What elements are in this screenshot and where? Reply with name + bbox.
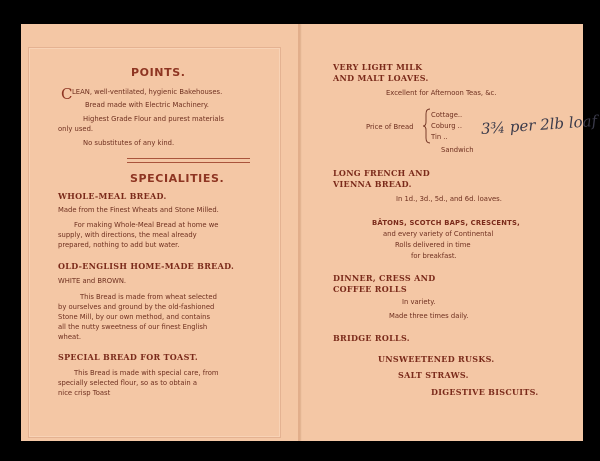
milk-heading-2: AND MALT LOAVES. xyxy=(333,73,429,83)
salt-straws: SALT STRAWS. xyxy=(398,370,469,380)
french-note: In 1d., 3d., 5d., and 6d. loaves. xyxy=(396,195,502,203)
milk-note: Excellent for Afternoon Teas, &c. xyxy=(386,89,497,97)
toast-p1: This Bread is made with special care, from xyxy=(74,369,219,377)
dinner-heading-2: COFFEE ROLLS xyxy=(333,284,407,294)
batons-line-3: Rolls delivered in time xyxy=(395,241,471,249)
oldenglish-p4: all the nutty sweetness of our finest English xyxy=(58,323,208,331)
french-heading-1: LONG FRENCH AND xyxy=(333,168,430,178)
french-heading-2: VIENNA BREAD. xyxy=(333,179,412,189)
toast-heading: SPECIAL BREAD FOR TOAST. xyxy=(58,352,198,362)
handwritten-price-note: 3¾ per 2lb loaf xyxy=(480,111,598,138)
dinner-note-2: Made three times daily. xyxy=(389,312,469,320)
wholemeal-p3: prepared, nothing to add but water. xyxy=(58,241,180,249)
wholemeal-heading: WHOLE-MEAL BREAD. xyxy=(58,191,167,201)
points-dropcap: C xyxy=(61,85,73,103)
oldenglish-p5: wheat. xyxy=(58,333,82,341)
oldenglish-p3: Stone Mill, by our own method, and contains xyxy=(58,313,211,321)
points-line-3a: Highest Grade Flour and purest materials xyxy=(83,115,224,123)
batons-line-4: for breakfast. xyxy=(411,252,457,260)
price-item-tin: Tin .. xyxy=(431,133,448,141)
digestive-biscuits: DIGESTIVE BISCUITS. xyxy=(431,387,539,397)
oldenglish-sub: WHITE and BROWN. xyxy=(58,277,127,285)
oldenglish-p1: This Bread is made from wheat selected xyxy=(80,293,217,301)
points-title: POINTS. xyxy=(131,66,186,79)
batons-line-2: and every variety of Continental xyxy=(383,230,494,238)
bridge-rolls: BRIDGE ROLLS. xyxy=(333,333,410,343)
toast-p3: nice crisp Toast xyxy=(58,389,111,397)
card-fold xyxy=(298,24,300,441)
milk-heading-1: VERY LIGHT MILK xyxy=(333,62,423,72)
menu-card xyxy=(21,24,598,441)
batons-line-1: BÂTONS, SCOTCH BAPS, CRESCENTS, xyxy=(372,219,520,227)
points-line-3b: only used. xyxy=(58,125,94,133)
points-line-2: Bread made with Electric Machinery. xyxy=(85,101,209,109)
section-divider xyxy=(127,158,250,163)
price-item-coburg: Coburg .. xyxy=(431,122,462,130)
price-item-cottage: Cottage.. xyxy=(431,111,463,119)
price-brace-icon xyxy=(423,108,431,144)
wholemeal-p2: supply, with directions, the meal already xyxy=(58,231,197,239)
unsweetened-rusks: UNSWEETENED RUSKS. xyxy=(378,354,495,364)
dinner-note-1: In variety. xyxy=(402,298,436,306)
points-line-4: No substitutes of any kind. xyxy=(83,139,175,147)
sandwich-label: Sandwich xyxy=(441,146,474,154)
points-line-1: LEAN, well-ventilated, hygienic Bakehouses. xyxy=(72,88,223,96)
wholemeal-sub: Made from the Finest Wheats and Stone Milled. xyxy=(58,206,219,214)
toast-p2: specially selected flour, so as to obtain a xyxy=(58,379,198,387)
dinner-heading-1: DINNER, CRESS AND xyxy=(333,273,436,283)
price-label: Price of Bread xyxy=(366,123,414,131)
wholemeal-p1: For making Whole-Meal Bread at home we xyxy=(74,221,219,229)
oldenglish-p2: by ourselves and ground by the old-fashioned xyxy=(58,303,215,311)
specialities-title: SPECIALITIES. xyxy=(130,172,225,185)
oldenglish-heading: OLD-ENGLISH HOME-MADE BREAD. xyxy=(58,261,235,271)
